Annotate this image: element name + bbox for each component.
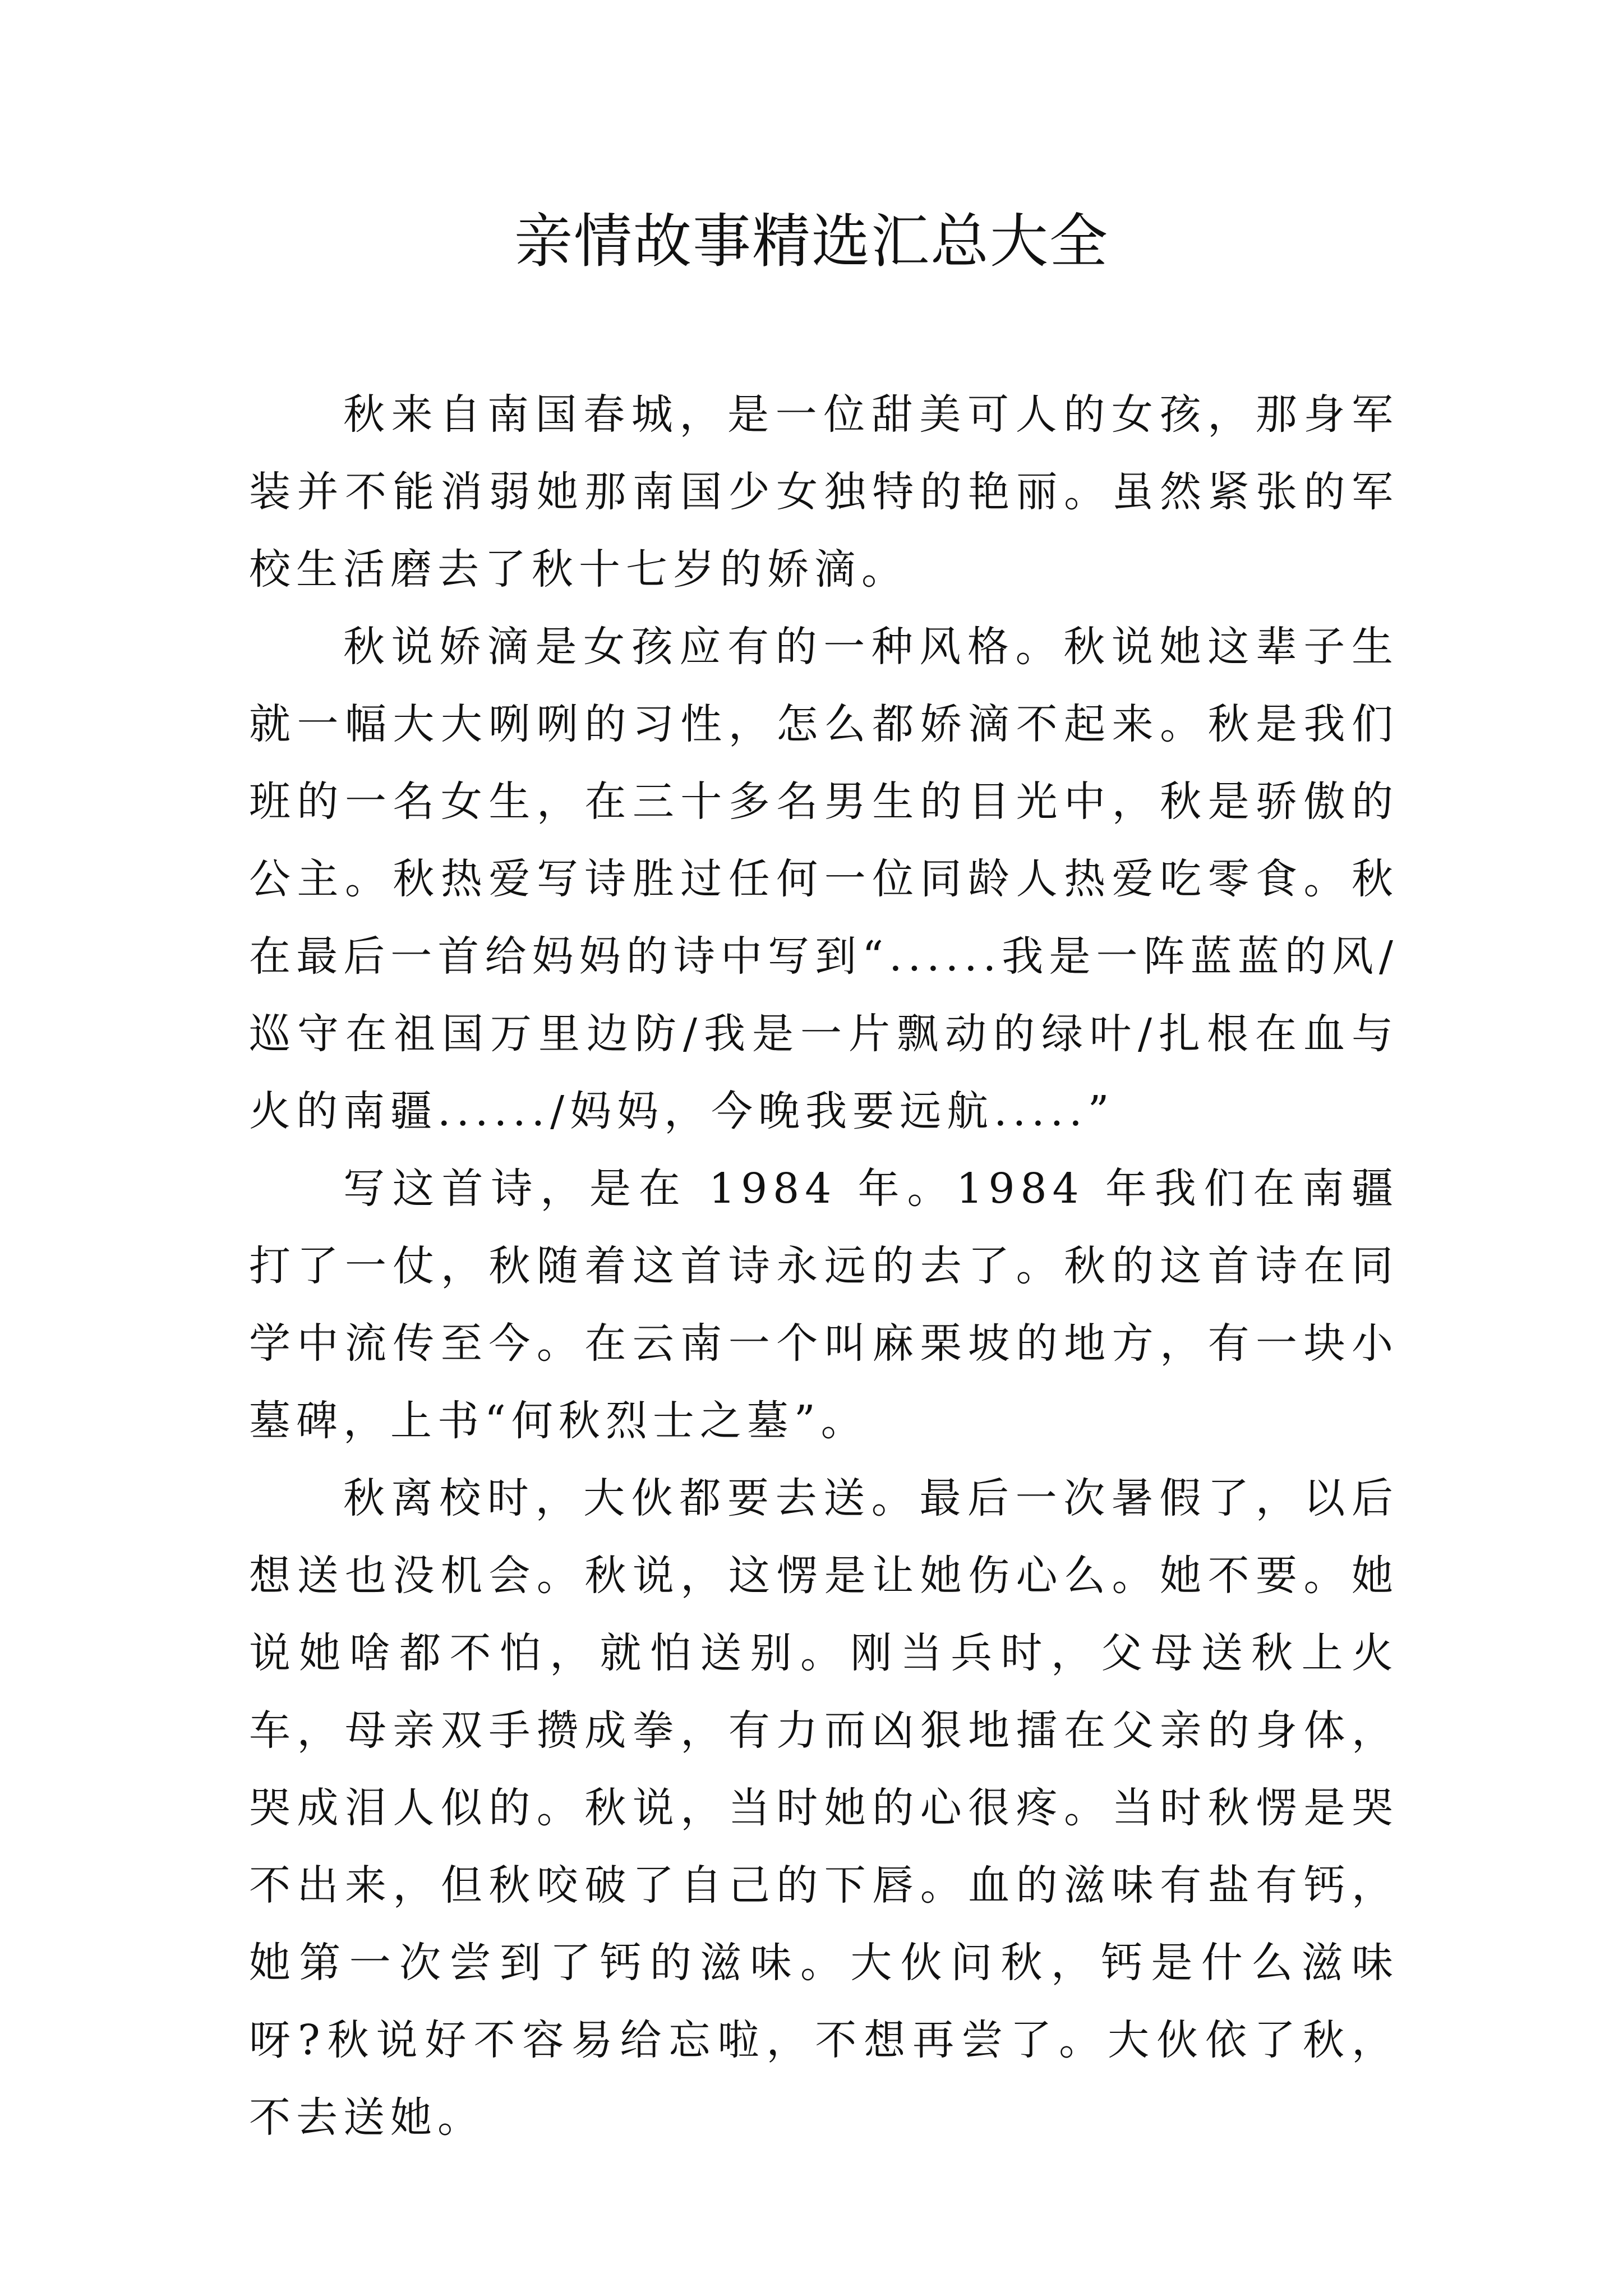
document-body [249, 376, 1399, 2156]
paragraph: 秋离校时，大伙都要去送。最后一次暑假了，以后想送也没机会。秋说，这愣是让她伤心么。她不要。她说她啥都不怕，就怕送别。刚当兵时，父母送秋上火车，母亲双手攒成拳，有力而凶狠地擂在父亲的身体，哭成泪人似的。秋说，当时她的心很疼。当时秋愣是哭不出来，但秋咬破了自己的下唇。血的滋味有盐有钙，她第一次尝到了钙的滋味。大伙问秋，钙是什么滋味呀?秋说好不容易给忘啦，不想再尝了。大伙依了秋，不去送她。 [249, 1474, 1399, 2142]
paragraph: 写这首诗，是在 1984 年。1984 年我们在南疆打了一仗，秋随着这首诗永远的去了。秋的这首诗在同学中流传至今。在云南一个叫麻栗坡的地方，有一块小墓碑，上书“何秋烈士之墓”。 [249, 1165, 1399, 1445]
paragraph: 秋来自南国春城，是一位甜美可人的女孩，那身军装并不能消弱她那南国少女独特的艳丽。虽然紧张的军校生活磨去了秋十七岁的娇滴。 [249, 390, 1399, 593]
document-title: 亲情故事精选汇总大全 [514, 207, 1109, 275]
paragraph: 秋说娇滴是女孩应有的一种风格。秋说她这辈子生就一幅大大咧咧的习性，怎么都娇滴不起来。秋是我们班的一名女生，在三十多名男生的目光中，秋是骄傲的公主。秋热爱写诗胜过任何一位同龄人热爱吃零食。秋在最后一首给妈妈的诗中写到“......我是一阵蓝蓝的风/巡守在祖国万里边防/我是一片飘动的绿叶/扎根在血与火的南疆....../妈妈，今晚我要远航.....” [249, 623, 1399, 1135]
